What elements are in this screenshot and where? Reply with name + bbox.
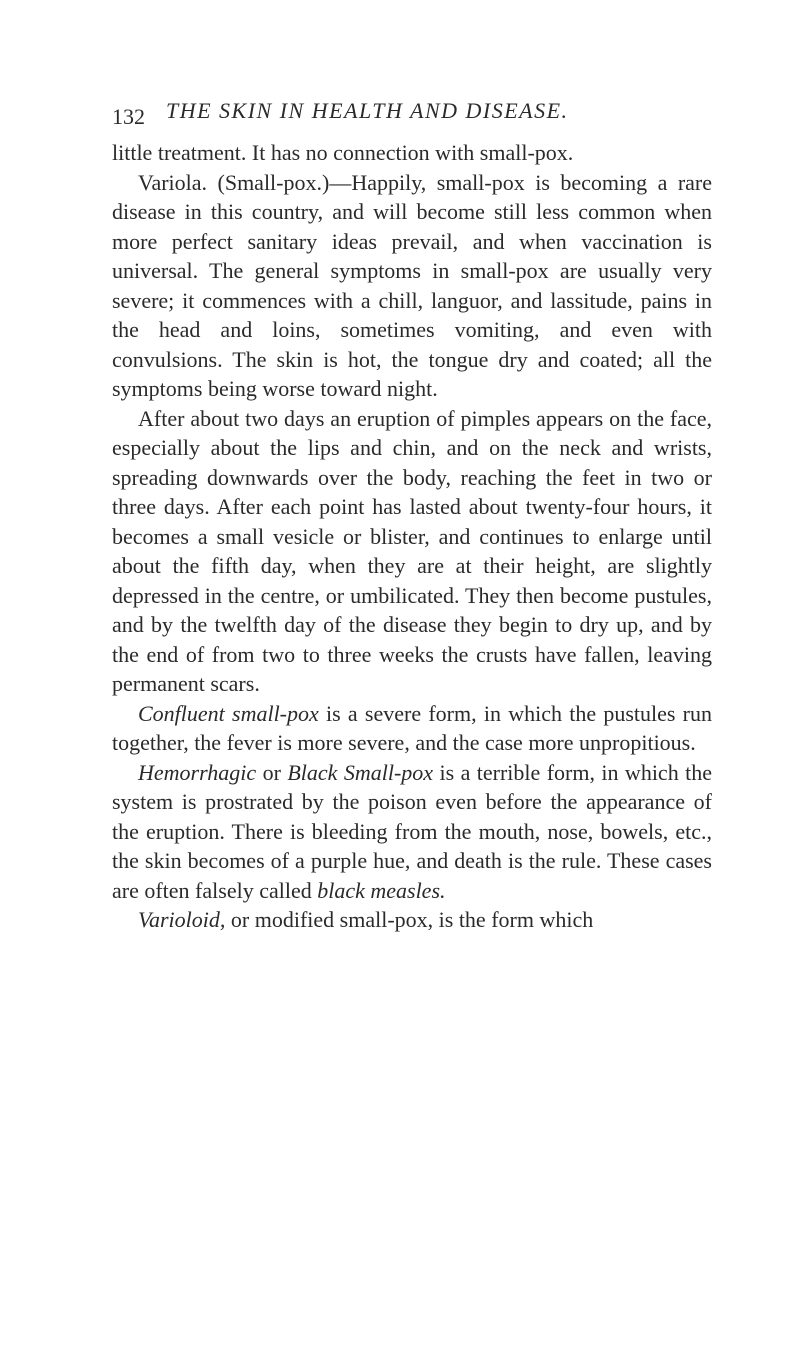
paragraph-text: or bbox=[256, 759, 288, 785]
page-number: 132 bbox=[112, 104, 145, 129]
paragraph-continuation bbox=[112, 138, 712, 168]
paragraph-eruption bbox=[112, 404, 712, 699]
italic-term: Hemorrhagic bbox=[138, 759, 257, 785]
italic-term: black measles. bbox=[317, 877, 446, 903]
running-head: THE SKIN IN HEALTH AND DISEASE. bbox=[166, 98, 569, 123]
paragraph-variola bbox=[112, 168, 712, 404]
paragraph-text: Variola. (Small-pox.)—Happily, small-pox is becoming a rare disease in this country, and will become still less common when more perfect sanitary ideas prevail, and when vaccination is universal. The general symptoms in small-pox are usually very severe; it commences with a chill, languor, and lassitude, pains in the head and loins, sometimes vomiting, and even with convulsions. The skin is hot, the tongue dry and coated; all the symptoms being worse toward night. bbox=[112, 169, 712, 401]
paragraph-text: After about two days an eruption of pimples appears on the face, especially about the lips and chin, and on the neck and wrists, spreading downwards over the body, reaching the feet in two or three days. After each point has lasted about twenty-four hours, it becomes a small vesicle or blister, and continues to enlarge until about the fifth day, when they are at their height, are slightly depressed in the centre, or umbilicated. They then become pustules, and by the twelfth day of the disease they begin to dry up, and by the end of from two to three weeks the crusts have fallen, leaving permanent scars. bbox=[112, 405, 712, 696]
paragraph-text: is a terrible form, in which the system is prostrated by the poison even before the appearance of the eruption. There is bleeding from the mouth, nose, bowels, etc., the skin becomes of a purple hue, and death is the rule. These cases are often falsely called bbox=[112, 759, 713, 903]
paragraph-text: is a severe form, in which the pustules run together, the fever is more severe, and the case more unpropitious. bbox=[112, 700, 712, 755]
paragraph-confluent bbox=[112, 699, 712, 758]
italic-term: Confluent small-pox bbox=[138, 700, 319, 726]
italic-term: Varioloid, bbox=[138, 907, 226, 932]
paragraph-hemorrhagic bbox=[112, 758, 712, 906]
paragraph-varioloid bbox=[112, 905, 712, 935]
italic-term: Black Small-pox bbox=[287, 759, 434, 785]
paragraph-text: little treatment. It has no connection with small-pox. bbox=[112, 140, 574, 165]
paragraph-text: or modified small-pox, is the form which bbox=[225, 907, 594, 932]
body-text bbox=[112, 138, 712, 935]
page-header bbox=[112, 98, 772, 128]
